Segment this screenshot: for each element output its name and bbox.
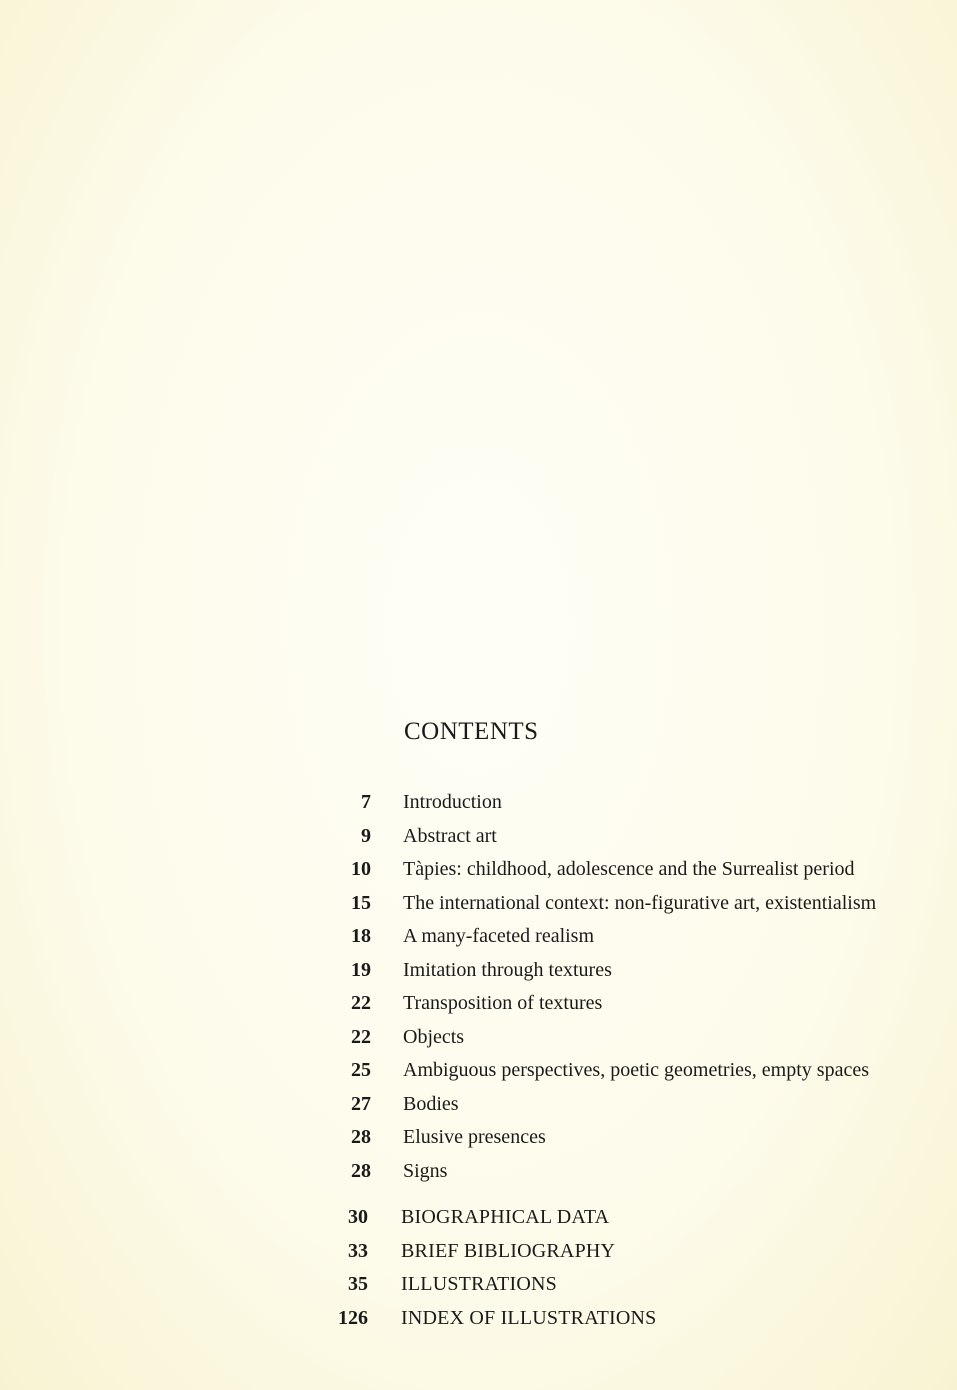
- toc-entry-label: BIOGRAPHICAL DATA: [401, 1206, 610, 1228]
- toc-page-number: 9: [361, 824, 371, 847]
- toc-page-number: 22: [351, 992, 371, 1014]
- toc-entry-label: Bodies: [403, 1092, 459, 1115]
- toc-entry: [0, 920, 957, 954]
- toc-entry: [0, 1121, 957, 1155]
- toc-entry-label: INDEX OF ILLUSTRATIONS: [401, 1306, 657, 1329]
- toc-entry-label: Tàpies: childhood, adolescence and the Surrealist period: [403, 858, 855, 880]
- toc-entry-label: BRIEF BIBLIOGRAPHY: [401, 1239, 616, 1262]
- chapter-list: [0, 786, 957, 1188]
- toc-entry: [0, 887, 957, 921]
- toc-entry-label: Elusive presences: [403, 1126, 546, 1148]
- toc-entry: [0, 954, 957, 988]
- toc-page-number: 10: [351, 858, 371, 880]
- back-matter-list: [0, 1201, 957, 1335]
- toc-entry-label: Introduction: [403, 791, 502, 813]
- toc-entry-label: Objects: [403, 1025, 465, 1048]
- toc-entry: [0, 1302, 957, 1336]
- toc-entry: [0, 1268, 957, 1302]
- toc-entry-label: A many-faceted realism: [403, 925, 595, 947]
- toc-entry: [0, 820, 957, 854]
- toc-page-number: 18: [351, 925, 371, 947]
- toc-entry: [0, 1201, 957, 1235]
- toc-entry-label: Transposition of textures: [403, 992, 603, 1014]
- toc-page-number: 28: [351, 1159, 371, 1182]
- toc-entry: [0, 1054, 957, 1088]
- toc-entry-label: Ambiguous perspectives, poetic geometries, empty spaces: [403, 1059, 869, 1081]
- toc-entry: [0, 786, 957, 820]
- toc-page-number: 19: [351, 958, 371, 981]
- toc-page-number: 22: [351, 1025, 371, 1048]
- toc-entry-label: Abstract art: [403, 824, 497, 847]
- toc-entry-label: ILLUSTRATIONS: [401, 1273, 557, 1295]
- toc-entry: [0, 1088, 957, 1122]
- toc-entry: [0, 853, 957, 887]
- toc-page-number: 30: [348, 1206, 368, 1228]
- toc-page-number: 126: [338, 1306, 368, 1329]
- toc-page-number: 28: [351, 1126, 371, 1148]
- toc-page-number: 7: [361, 791, 371, 813]
- toc-page-number: 35: [348, 1273, 368, 1295]
- contents-heading: CONTENTS: [404, 718, 539, 745]
- toc-entry-label: Signs: [403, 1159, 448, 1182]
- toc-page-number: 33: [348, 1239, 368, 1262]
- toc-entry: [0, 1155, 957, 1189]
- toc-entry-label: The international context: non-figurative art, existentialism: [403, 891, 877, 914]
- toc-entry: [0, 1021, 957, 1055]
- toc-page-number: 25: [351, 1059, 371, 1081]
- toc-entry: [0, 987, 957, 1021]
- toc-page-number: 27: [351, 1092, 371, 1115]
- toc-entry: [0, 1235, 957, 1269]
- toc-page-number: 15: [351, 891, 371, 914]
- toc-entry-label: Imitation through textures: [403, 958, 612, 981]
